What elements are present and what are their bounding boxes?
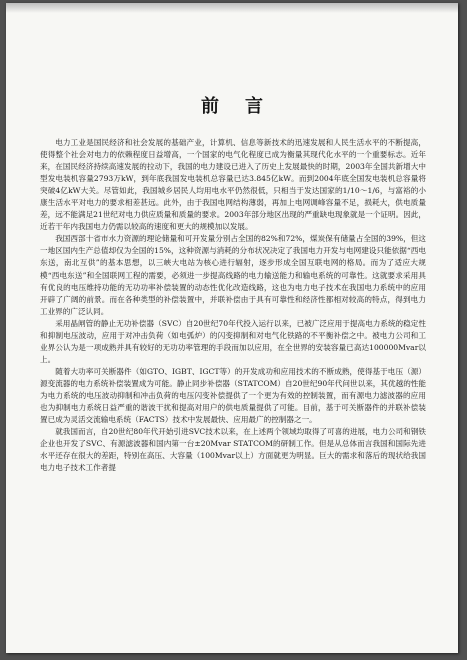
page-edge-shadow bbox=[6, 3, 458, 13]
paragraph: 电力工业是国民经济和社会发展的基础产业，计算机、信息等新技术的迅速发展和人民生活水平的不断提高，使得整个社会对电力的依赖程度日益增高，一个国家的电气化程度已成为衡量其现代化水平的一个重要标志。近年来，在国民经济持续高速发展的拉动下，我国的电力建设已进入了历史上发展最快的时期，2003年全国共新增大中型发电装机容量2793万kW，到年底我国发电装机总容量已达3.845亿kW。而到2004年底全国发电装机总容量将突破4亿kW大关。尽管如此，我国城乡居民人均用电水平仍然很低，只相当于发达国家的1/10～1/6，与富裕的小康生活水平对电力的要求相差甚远。此外，由于我国电网结构薄弱，再加上电网调峰容量不足，损耗大，供电质量差，远不能满足21世纪对电力供应质量和质量的要求。2003年部分地区出现的严重缺电现象就是一个证明。因此，近若干年内我国电力仍需以较高的速度和更大的规模加以发展。 bbox=[40, 138, 426, 232]
paragraph: 随着大功率可关断器件（如GTO、IGBT、IGCT等）的开发成功和应用技术的不断成熟，使得基于电压（源）源变流器的电力系统补偿装置成为可能。静止同步补偿器（STATCOM）自20世纪90年代问世以来，其优越的性能为电力系统的电压波动抑制和冲击负荷的电压闪变补偿提供了一个更为有效的控制装置，而有源电力滤波器的应用也为抑制电力系统日益严重的谐波干扰和提高对用户的供电质量提供了可能。目前，基于可关断器件的并联补偿装置已成为灵活交流输电系统（FACTS）技术中发展最快、应用最广的控制器之一。 bbox=[40, 366, 426, 425]
page-title: 前言 bbox=[201, 96, 289, 117]
paragraph: 采用晶闸管的静止无功补偿器（SVC）自20世纪70年代投入运行以来，已被广泛应用于提高电力系统的稳定性和抑制电压波动，应用于对冲击负荷（如电弧炉）的闪变抑制和对电气化铁路的不平衡补偿之中。被电力公司和工业界公认为是一项成熟并具有较好的无功功率管理的手段而加以应用，在全世界的安装容量已高达100000Mvar以上。 bbox=[40, 318, 426, 364]
paragraph: 我国西部十省市水力资源的理论储量和可开发量分别占全国的82%和72%，煤炭保有储量占全国的39%，但这一地区国内生产总值却仅为全国的15%，这种资源与消耗的分布状况决定了我国电力开发与电网建设只能依据“西电东送，南北互供”的基本思想，以三峡大电站为核心进行辐射，逐步形成全国互联电网的格局。而为了适应大规模“西电东送”和全国联网工程的需要，必须进一步提高线路的电力输送能力和输电系统的可靠性。这就要求采用具有优良的电压维持功能的无功功率补偿装置的动态性优化改造线路，这也为电力电子技术在我国电力系统中的应用开辟了广阔的前景。而在各种类型的补偿装置中，并联补偿由于具有可靠性和经济性都相对较高的特点，得到电力工业界的广泛认同。 bbox=[40, 234, 426, 316]
scanned-page bbox=[6, 3, 458, 653]
paragraph: 就我国而言，自20世纪80年代开始引进SVC技术以来，在上述两个领域均取得了可喜的进展，电力公司和钢铁企业也开发了SVC、有源滤波器和国内第一台±20Mvar STATCOM的研制工作。但是从总体而言我国和国际先进水平还存在很大的差距，特别在高压、大容量（100Mvar以上）方面就更为明显。巨大的需求和落后的现状给我国电力电子技术工作者提 bbox=[40, 427, 426, 473]
body-text bbox=[40, 137, 426, 474]
